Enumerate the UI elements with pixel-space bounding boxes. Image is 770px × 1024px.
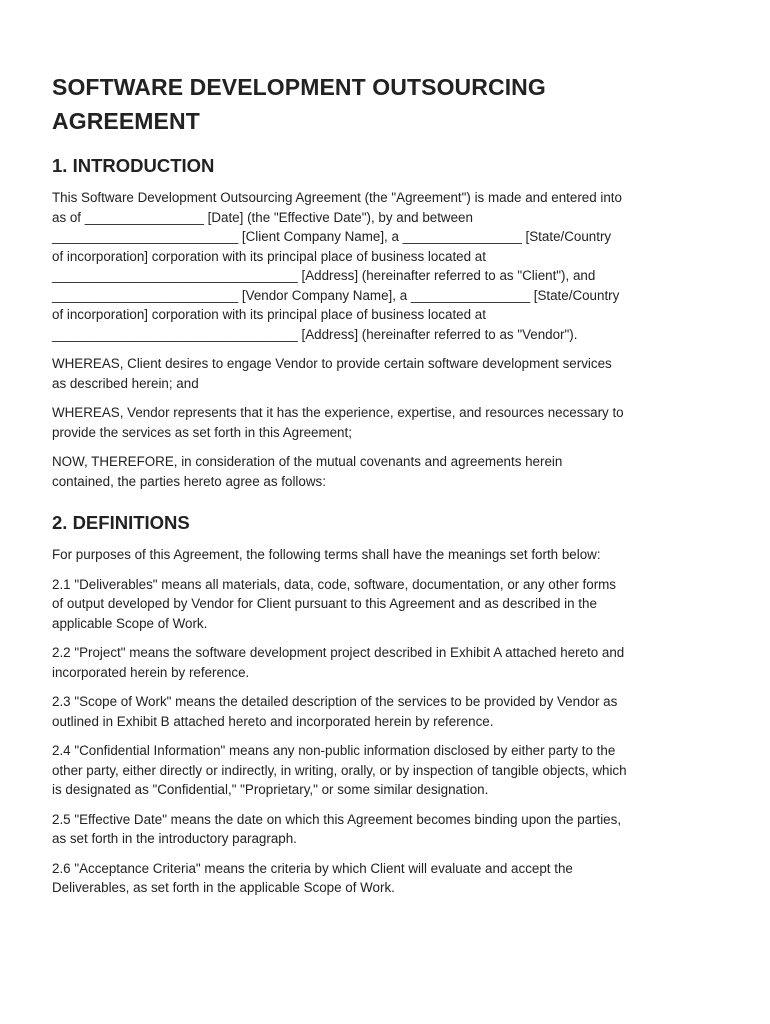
text-line: as described herein; and bbox=[52, 375, 199, 391]
document-title bbox=[52, 70, 730, 138]
text-line: 2.3 "Scope of Work" means the detailed description of the services to be provided by Vendor as bbox=[52, 694, 618, 709]
text-line: as of ________________ [Date] (the "Effective Date"), by and between bbox=[52, 209, 473, 225]
definitions-intro-paragraph bbox=[52, 545, 730, 565]
title-line: SOFTWARE DEVELOPMENT OUTSOURCING bbox=[52, 74, 546, 100]
text-line: 2.1 "Deliverables" means all materials, data, code, software, documentation, or any other forms bbox=[52, 576, 617, 592]
text-line: _________________________ [Vendor Company Name], a ________________ [State/Country bbox=[52, 287, 620, 303]
text-line: 2.4 "Confidential Information" means any non-public information disclosed by either party to the bbox=[52, 743, 616, 758]
text-line: of incorporation] corporation with its principal place of business located at bbox=[52, 248, 486, 264]
definition-confidential-information bbox=[52, 741, 730, 800]
text-line: WHEREAS, Client desires to engage Vendor to provide certain software development services bbox=[52, 356, 612, 371]
text-line: provide the services as set forth in this Agreement; bbox=[52, 424, 352, 440]
section-heading: 2. DEFINITIONS bbox=[52, 512, 190, 533]
text-line: 2.6 "Acceptance Criteria" means the criteria by which Client will evaluate and accept the bbox=[52, 860, 573, 876]
text-line: of output developed by Vendor for Client pursuant to this Agreement and as described in the bbox=[52, 596, 597, 611]
text-line: _________________________________ [Address] (hereinafter referred to as "Vendor"). bbox=[52, 326, 578, 342]
text-line: 2.5 "Effective Date" means the date on which this Agreement becomes binding upon the parties, bbox=[52, 811, 622, 827]
definition-deliverables bbox=[52, 575, 730, 634]
text-line: _________________________________ [Address] (hereinafter referred to as "Client"), and bbox=[52, 268, 596, 283]
text-line: applicable Scope of Work. bbox=[52, 615, 208, 631]
text-line: of incorporation] corporation with its principal place of business located at bbox=[52, 307, 486, 322]
definition-scope-of-work bbox=[52, 692, 730, 731]
text-line: outlined in Exhibit B attached hereto and incorporated herein by reference. bbox=[52, 713, 494, 729]
text-line: 2.2 "Project" means the software development project described in Exhibit A attached hereto and bbox=[52, 645, 625, 660]
text-line: as set forth in the introductory paragraph. bbox=[52, 831, 297, 846]
text-line: For purposes of this Agreement, the following terms shall have the meanings set forth below: bbox=[52, 547, 601, 562]
text-line: is designated as "Confidential," "Proprietary," or some similar designation. bbox=[52, 782, 489, 797]
definition-effective-date bbox=[52, 810, 730, 849]
text-line: Deliverables, as set forth in the applicable Scope of Work. bbox=[52, 880, 395, 895]
section-introduction bbox=[52, 152, 730, 491]
text-line: contained, the parties hereto agree as follows: bbox=[52, 473, 326, 489]
section-heading: 1. INTRODUCTION bbox=[52, 155, 215, 176]
intro-paragraph-parties bbox=[52, 188, 730, 344]
definition-acceptance-criteria bbox=[52, 859, 730, 898]
now-therefore-paragraph bbox=[52, 452, 730, 491]
section-definitions bbox=[52, 509, 730, 898]
title-line: AGREEMENT bbox=[52, 108, 200, 134]
text-line: _________________________ [Client Company Name], a ________________ [State/Country bbox=[52, 229, 612, 244]
definition-project bbox=[52, 643, 730, 682]
whereas-client-paragraph bbox=[52, 354, 730, 393]
text-line: This Software Development Outsourcing Agreement (the "Agreement") is made and entered into bbox=[52, 190, 622, 205]
text-line: incorporated herein by reference. bbox=[52, 664, 250, 680]
text-line: other party, either directly or indirectly, in writing, orally, or by inspection of tangible objects, which bbox=[52, 762, 627, 778]
text-line: WHEREAS, Vendor represents that it has the experience, expertise, and resources necessary to bbox=[52, 405, 624, 420]
whereas-vendor-paragraph bbox=[52, 403, 730, 442]
text-line: NOW, THEREFORE, in consideration of the mutual covenants and agreements herein bbox=[52, 454, 563, 469]
